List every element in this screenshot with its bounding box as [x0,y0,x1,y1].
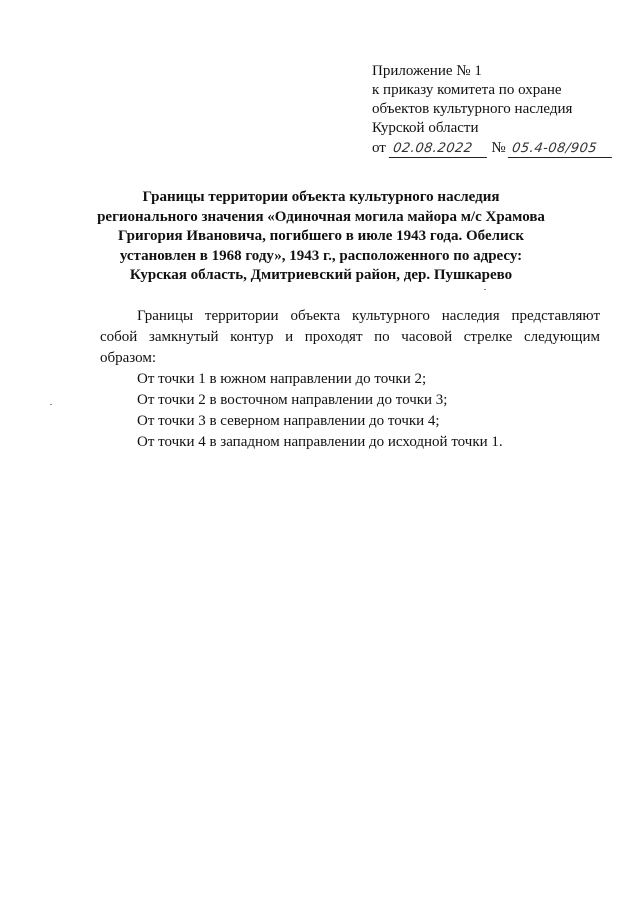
boundary-item-3: От точки 3 в северном направлении до точки 4; [137,413,440,429]
title-line-5: Курская область, Дмитриевский район, дер. Пушкарево [129,267,513,283]
title-line-2: регионального значения «Одиночная могила майора м/с Храмова [97,208,545,225]
number-prefix: № [491,140,506,156]
appendix-block [372,62,622,158]
intro-line-1: Границы территории объекта культурного наследия представляют [137,308,600,324]
document-body [100,306,600,453]
handwritten-date: 02.08.2022 [388,141,488,158]
date-prefix: от [372,140,386,156]
scan-speck [50,404,52,405]
title-line-4: установлен в 1968 году», 1943 г., расположенного по адресу: [119,247,523,264]
handwritten-order-number: 05.4-08/905 [508,141,614,158]
intro-line-2: собой замкнутый контур и проходят по часовой стрелке следующим [100,329,600,345]
appendix-date-number-line [372,139,622,158]
boundary-item-2: От точки 2 в восточном направлении до точки 3; [137,392,448,408]
appendix-title: Приложение № 1 [372,63,482,79]
scan-speck [484,289,486,290]
appendix-order-line: к приказу комитета по охране [372,82,562,98]
title-line-3: Григория Ивановича, погибшего в июле 1943 года. Обелиск [118,228,524,244]
appendix-region-line: Курской области [372,120,479,136]
appendix-committee-line: объектов культурного наследия [372,101,573,117]
boundary-item-1: От точки 1 в южном направлении до точки 2; [137,371,427,387]
intro-line-3: образом: [100,350,157,366]
document-title [95,188,547,286]
title-line-1: Границы территории объекта культурного наследия [142,189,500,205]
boundary-item-4: От точки 4 в западном направлении до исходной точки 1. [137,434,503,450]
